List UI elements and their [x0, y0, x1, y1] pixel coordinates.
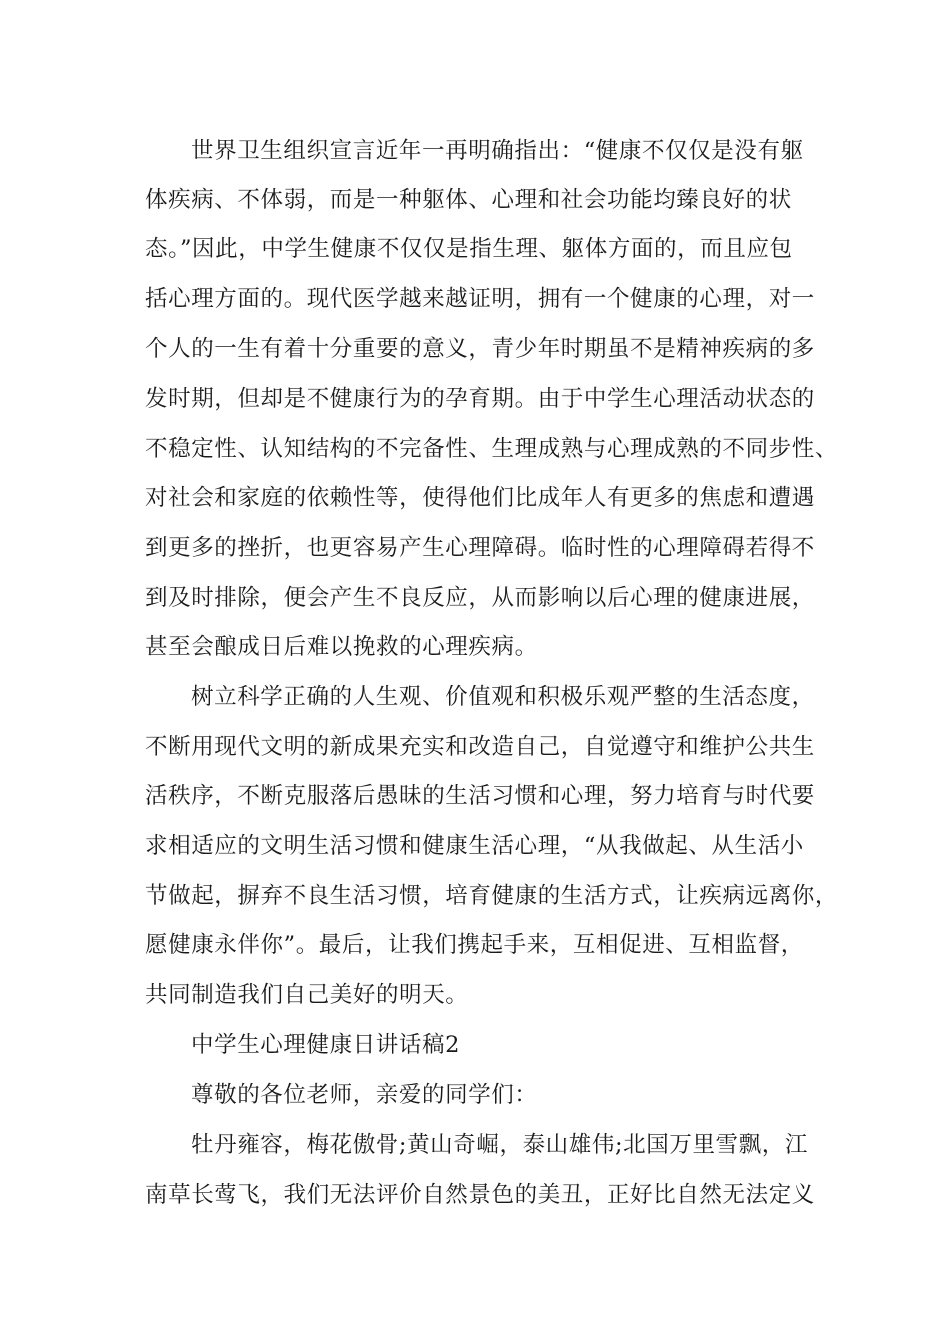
paragraph-1-line: 对社会和家庭的依赖性等，使得他们比成年人有更多的焦虑和遭遇: [145, 485, 815, 511]
paragraph-2-line: 共同制造我们自己美好的明天。: [145, 982, 469, 1008]
paragraph-1-line: 到及时排除，便会产生不良反应，从而影响以后心理的健康进展，: [145, 585, 815, 611]
paragraph-1-line: 体疾病、不体弱，而是一种躯体、心理和社会功能均臻良好的状: [145, 187, 792, 213]
paragraph-2-line: 不断用现代文明的新成果充实和改造自己，自觉遵守和维护公共生: [145, 734, 815, 760]
paragraph-1-line: 态。”因此，中学生健康不仅仅是指生理、躯体方面的，而且应包: [145, 236, 793, 262]
paragraph-1-line: 甚至会酿成日后难以挽救的心理疾病。: [145, 634, 538, 660]
paragraph-1-line: 括心理方面的。现代医学越来越证明，拥有一个健康的心理，对一: [145, 286, 815, 312]
paragraph-2-line: 树立科学正确的人生观、价值观和积极乐观严整的生活态度，: [191, 684, 815, 710]
paragraph-1-line: 个人的一生有着十分重要的意义，青少年时期虽不是精神疾病的多: [145, 336, 815, 362]
paragraph-1-line: 发时期，但却是不健康行为的孕育期。由于中学生心理活动状态的: [145, 386, 815, 412]
paragraph-2-line: 愿健康永伴你”。最后，让我们携起手来，互相促进、互相监督，: [145, 932, 804, 958]
paragraph-2-line: 活秩序，不断克服落后愚昧的生活习惯和心理，努力培育与时代要: [145, 783, 815, 809]
paragraph-2-line: 节做起，摒弃不良生活习惯，培育健康的生活方式，让疾病远离你，: [145, 883, 839, 909]
section-heading: 中学生心理健康日讲话稿2: [191, 1032, 461, 1058]
salutation: 尊敬的各位老师，亲爱的同学们：: [191, 1082, 538, 1108]
paragraph-1-line: 世界卫生组织宣言近年一再明确指出：“健康不仅仅是没有躯: [191, 138, 804, 164]
paragraph-2-line: 求相适应的文明生活习惯和健康生活心理，“从我做起、从生活小: [145, 833, 804, 859]
paragraph-1-line: 到更多的挫折，也更容易产生心理障碍。临时性的心理障碍若得不: [145, 535, 815, 561]
paragraph-3-line: 牡丹雍容，梅花傲骨;黄山奇崛，泰山雄伟;北国万里雪飘，江: [191, 1132, 808, 1158]
paragraph-1-line: 不稳定性、认知结构的不完备性、生理成熟与心理成熟的不同步性、: [145, 436, 839, 462]
paragraph-3-line: 南草长莺飞，我们无法评价自然景色的美丑，正好比自然无法定义: [145, 1182, 815, 1208]
